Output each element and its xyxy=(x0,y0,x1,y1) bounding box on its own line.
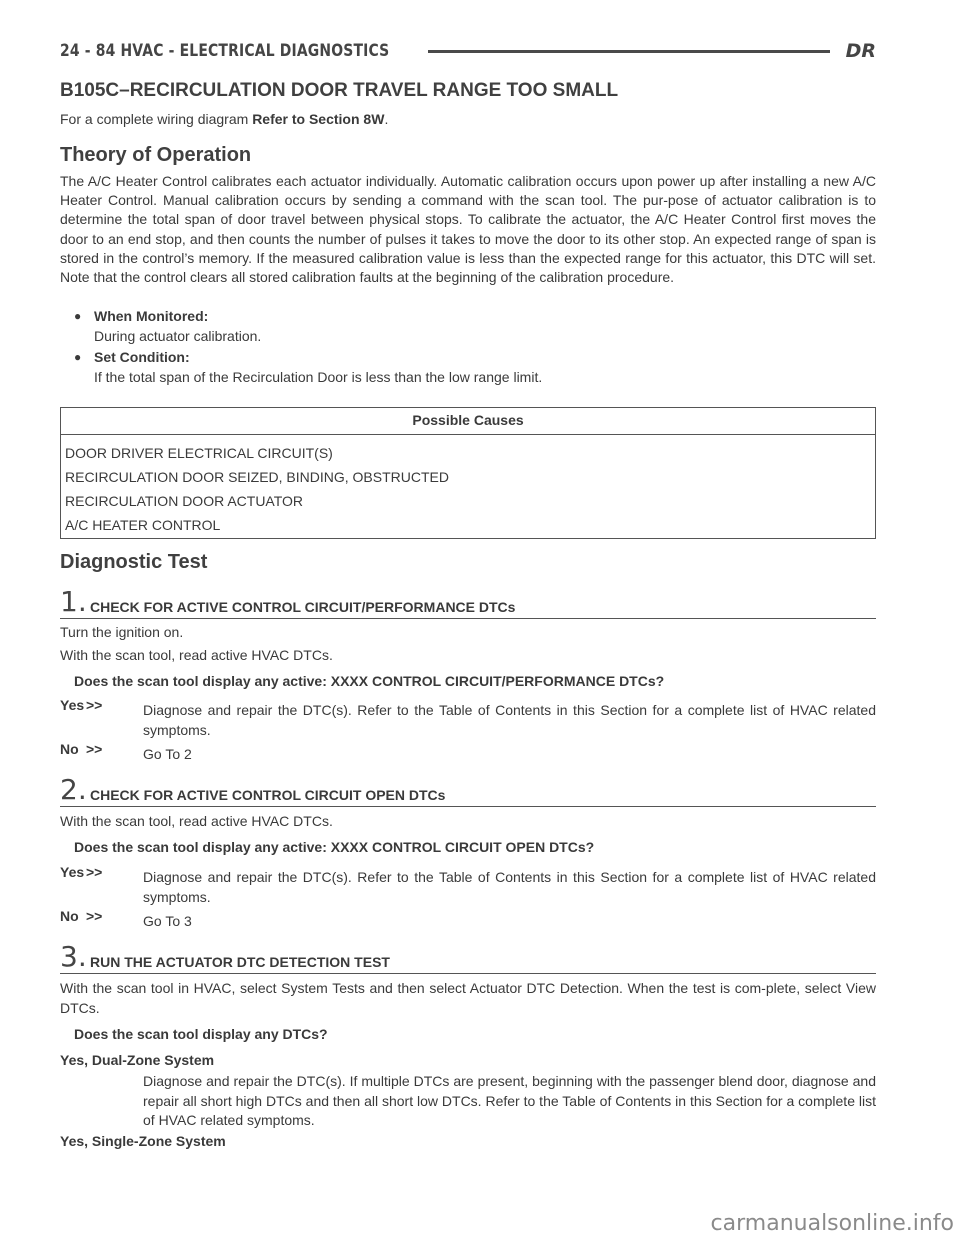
answer-yes-single-zone: Yes, Single-Zone System xyxy=(60,1133,226,1149)
possible-causes-table xyxy=(60,407,876,539)
dtc-title: B105C–RECIRCULATION DOOR TRAVEL RANGE TOO SMALL xyxy=(60,80,619,101)
section-link[interactable]: Refer to Section 8W xyxy=(252,111,385,127)
step-title: CHECK FOR ACTIVE CONTROL CIRCUIT OPEN DTCs xyxy=(90,787,446,803)
header-rule xyxy=(428,50,830,53)
cause-item: A/C HEATER CONTROL xyxy=(65,517,221,533)
step-instruction: With the scan tool, read active HVAC DTCs. xyxy=(60,647,333,663)
step-3-header xyxy=(60,940,876,974)
goto-link[interactable]: Go To 2 xyxy=(143,746,192,762)
cause-item: RECIRCULATION DOOR ACTUATOR xyxy=(65,493,304,509)
step-question: Does the scan tool display any active: XXXX CONTROL CIRCUIT OPEN DTCs? xyxy=(74,839,595,855)
step-number: 1. xyxy=(60,585,87,618)
step-1-header xyxy=(60,585,876,619)
step-title: RUN THE ACTUATOR DTC DETECTION TEST xyxy=(90,954,390,970)
step-instruction: Turn the ignition on. xyxy=(60,624,184,640)
header-model-code: DR xyxy=(845,40,876,62)
cause-item: RECIRCULATION DOOR SEIZED, BINDING, OBSTRUCTED xyxy=(65,469,449,485)
cause-item: DOOR DRIVER ELECTRICAL CIRCUIT(S) xyxy=(65,445,333,461)
causes-heading: Possible Causes xyxy=(61,408,875,435)
page-header xyxy=(60,38,876,64)
step-2-header xyxy=(60,773,876,807)
theory-heading: Theory of Operation xyxy=(60,144,252,166)
theory-paragraph: The A/C Heater Control calibrates each actuator individually. Automatic calibration occurs upon power up after installing a new A/C Heater Control. Manual calibration occurs by sending a command with the scan tool. The pur-pose of actuator calibration is to determine the total span of door travel between physical stops. To calibrate the actuator, the A/C Heater Control first moves the door to an end stop, and then counts the number of pulses it takes to move the door to its other stop. An expected range of span is stored in the control’s memory. If the measured calibration value is less than the expected range for this actuator, this DTC will set. Note that the control clears all stored calibration faults at the beginning of the calibration procedure. xyxy=(60,173,876,286)
step-number: 3. xyxy=(60,940,87,973)
step-number: 2. xyxy=(60,773,87,806)
header-section-title: 24 - 84 HVAC - ELECTRICAL DIAGNOSTICS xyxy=(60,41,390,61)
step-instruction: With the scan tool, read active HVAC DTCs. xyxy=(60,813,333,829)
answer-yes-dual-zone: Yes, Dual-Zone System Diagnose and repair the DTC(s). If multiple DTCs are present, beginning with the passenger blend door, diagnose and repair all short high DTCs and then all short low DTCs. Refer to the Table of Contents in this Section for a complete list of HVAC related symptoms. xyxy=(60,1052,876,1128)
step-question: Does the scan tool display any active: XXXX CONTROL CIRCUIT/PERFORMANCE DTCs? xyxy=(74,673,665,689)
diagnostic-test-heading: Diagnostic Test xyxy=(60,551,208,573)
bullet-dot-icon: ● xyxy=(74,350,82,364)
bullet-dot-icon: ● xyxy=(74,309,82,323)
wiring-reference: For a complete wiring diagram Refer to Section 8W. xyxy=(60,111,389,127)
step-instruction: With the scan tool in HVAC, select System Tests and then select Actuator DTC Detection. When the test is com-plete, select View DTCs. xyxy=(60,980,876,1016)
step-question: Does the scan tool display any DTCs? xyxy=(74,1026,328,1042)
watermark-text: carmanualsonline.info xyxy=(710,1211,954,1236)
step-title: CHECK FOR ACTIVE CONTROL CIRCUIT/PERFORMANCE DTCs xyxy=(90,599,516,615)
goto-link[interactable]: Go To 3 xyxy=(143,913,192,929)
